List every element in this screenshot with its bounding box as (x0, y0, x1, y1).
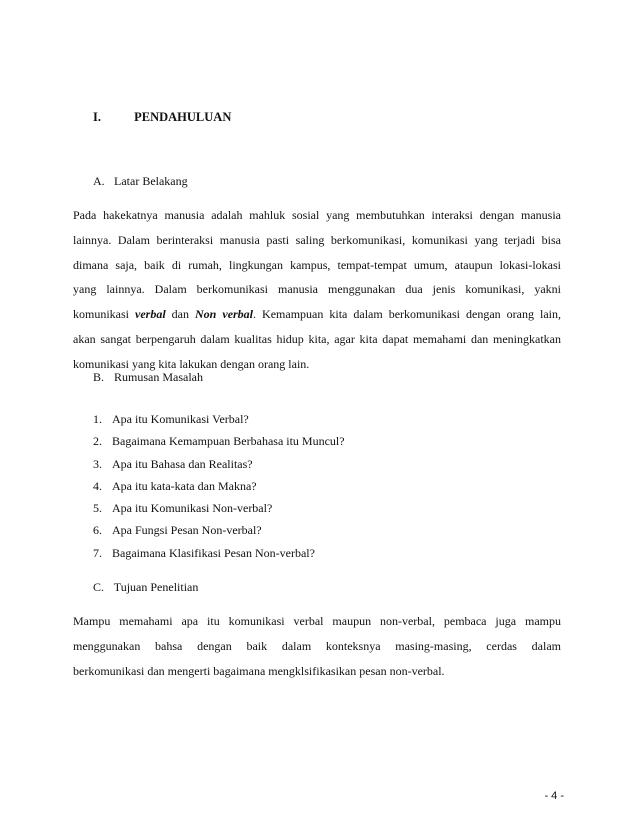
item-number: 5. (93, 501, 102, 516)
section-a-title: Latar Belakang (114, 174, 188, 188)
section-c-letter: C. (93, 580, 105, 594)
item-text: Apa itu Komunikasi Verbal? (112, 412, 249, 426)
list-item (93, 542, 345, 564)
item-text: Bagaimana Kemampuan Berbahasa itu Muncul? (112, 434, 345, 449)
chapter-heading (93, 110, 231, 125)
item-text: Bagaimana Klasifikasi Pesan Non-verbal? (112, 545, 315, 560)
item-number: 1. (93, 412, 102, 426)
background-paragraph (73, 203, 561, 377)
item-number: 6. (93, 523, 102, 538)
chapter-number: I. (93, 110, 101, 124)
section-b-letter: B. (93, 370, 105, 384)
paragraph-line: komunikasi yang kita lakukan dengan orang lain. (73, 356, 310, 371)
paragraph-line: Mampu memahami apa itu komunikasi verbal maupun non-verbal, pembaca juga mampu (73, 614, 561, 628)
item-text: Apa Fungsi Pesan Non-verbal? (112, 523, 262, 538)
paragraph-line (73, 302, 561, 327)
paragraph-line: lainnya. Dalam berinteraksi manusia pasti saling berkomunikasi, komunikasi yang terjadi bisa (73, 232, 561, 247)
line-text: komunikasi (73, 307, 136, 322)
list-item (93, 453, 345, 475)
section-c-title: Tujuan Penelitian (113, 580, 199, 594)
item-text: Apa itu Komunikasi Non-verbal? (112, 501, 273, 516)
paragraph-line: berkomunikasi dan mengerti bagaimana mengklsifikasikan pesan non-verbal. (73, 663, 445, 678)
line-text: . Kemampuan kita dalam berkomunikasi dengan orang lain, (253, 307, 562, 322)
paragraph-line: Pada hakekatnya manusia adalah mahluk sosial yang membutuhkan interaksi dengan manusia (73, 208, 561, 222)
term-non-verbal: Non verbal (195, 307, 254, 322)
section-b-title: Rumusan Masalah (114, 370, 203, 384)
paragraph-line: dimana saja, baik di rumah, lingkungan kampus, tempat-tempat umum, ataupun lokasi-lokasi (73, 257, 561, 272)
paragraph-line: akan sangat berpengaruh dalam kualitas hidup kita, agar kita dapat memahami dan meningkatkan (73, 331, 561, 346)
list-item (93, 497, 345, 519)
item-number: 7. (93, 545, 102, 560)
list-item (93, 430, 345, 452)
page-number: - 4 - (544, 790, 564, 802)
objective-paragraph (73, 609, 561, 683)
paragraph-line: menggunakan bahsa dengan baik dalam konteksnya masing-masing, cerdas dalam (73, 638, 561, 653)
item-number: 4. (93, 478, 102, 493)
item-text: Apa itu Bahasa dan Realitas? (112, 456, 253, 471)
section-a-heading (93, 174, 188, 189)
paragraph-line: yang lainnya. Dalam berkomunikasi manusia menggunakan dua jenis komunikasi, yakni (73, 282, 561, 297)
section-a-letter: A. (93, 174, 105, 188)
chapter-title: PENDAHULUAN (134, 110, 232, 124)
line-text: dan (165, 307, 196, 322)
list-item (93, 408, 345, 430)
term-verbal: verbal (135, 307, 166, 322)
section-c-heading (93, 580, 198, 595)
item-number: 2. (93, 434, 102, 449)
list-item (93, 475, 345, 497)
section-b-heading (93, 370, 203, 385)
item-number: 3. (93, 456, 102, 471)
list-item (93, 519, 345, 541)
item-text: Apa itu kata-kata dan Makna? (112, 478, 257, 493)
research-questions-list (93, 408, 345, 564)
